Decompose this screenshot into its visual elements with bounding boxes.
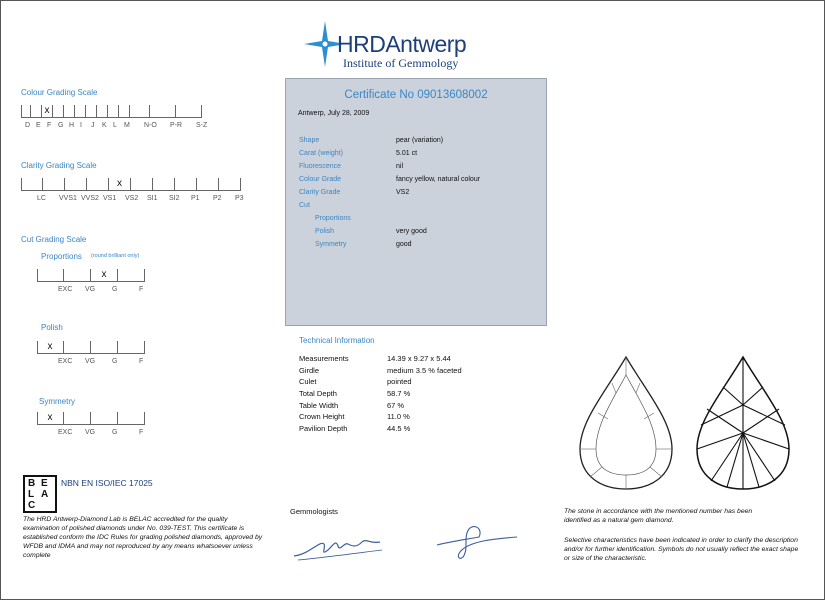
certificate-date: Antwerp, July 28, 2009 (298, 110, 370, 117)
scale-label: VG (85, 358, 96, 365)
field-label: Carat (weight) (299, 150, 343, 157)
scale-label: LC (37, 195, 46, 202)
scale-label: H (69, 122, 75, 129)
field-label: Shape (299, 137, 320, 144)
scale-cell (31, 105, 42, 118)
colour-scale-title: Colour Grading Scale (21, 88, 98, 97)
scale-mark: x (37, 341, 64, 354)
scale-label: EXC (58, 286, 73, 293)
field-value: nil (396, 163, 404, 170)
certificate-title: Certificate No 09013608002 (344, 89, 488, 101)
scale-cell (131, 178, 153, 191)
logo-subtitle: Institute of Gemmology (343, 56, 459, 70)
tech-value: 58.7 % (387, 389, 411, 399)
scale-cell (87, 178, 109, 191)
scale-label: L (113, 122, 117, 129)
field-label: Proportions (315, 215, 351, 222)
scale-cell (153, 178, 175, 191)
scale-label: P3 (235, 195, 244, 202)
field-value: VS2 (396, 189, 410, 196)
certificate-box (285, 78, 547, 326)
scale-cell (119, 105, 130, 118)
scale-label: VG (85, 429, 96, 436)
table-row (299, 353, 462, 365)
scale-label: VVS2 (81, 195, 99, 202)
field-value: very good (396, 228, 427, 235)
scale-label: VG (85, 286, 96, 293)
pear-pavilion-diagram (693, 353, 793, 493)
field-label: Colour Grade (299, 176, 342, 183)
scale-mark: x (109, 178, 131, 191)
belac-letter: A (41, 489, 49, 500)
scale-cell (118, 269, 145, 282)
scale-label: J (91, 122, 95, 129)
scale-cell (86, 105, 97, 118)
scale-cell (64, 269, 91, 282)
symmetry-title: Symmetry (39, 397, 75, 406)
field-value: 5.01 ct (396, 150, 418, 157)
scale-cell (219, 178, 241, 191)
scale-cell (97, 105, 108, 118)
tech-label: Crown Height (299, 412, 345, 422)
scale-label: P1 (191, 195, 200, 202)
scale-label: M (124, 122, 130, 129)
scale-cell (64, 341, 91, 354)
scale-cell (75, 105, 86, 118)
scale-label: K (102, 122, 107, 129)
scale-cell (91, 341, 118, 354)
tech-label: Culet (299, 377, 317, 387)
tech-value: 44.5 % (387, 423, 411, 433)
field-value: fancy yellow, natural colour (396, 176, 481, 183)
scale-label: D (25, 122, 31, 129)
gemmologists-title: Gemmologists (290, 507, 338, 516)
scale-mark: x (37, 412, 64, 425)
tech-value: 11.0 % (387, 412, 410, 422)
field-label: Symmetry (315, 241, 347, 248)
tech-label: Pavilion Depth (299, 423, 348, 433)
scale-label: EXC (58, 358, 73, 365)
scale-cell (150, 105, 176, 118)
scale-label: G (112, 286, 118, 293)
tech-label: Girdle (299, 365, 320, 375)
scale-cell (37, 269, 64, 282)
scale-label: VS2 (125, 195, 139, 202)
signature-2 (433, 519, 523, 564)
scale-label: VVS1 (59, 195, 77, 202)
technical-table (299, 353, 462, 434)
scale-label: P2 (213, 195, 222, 202)
logo-brand: HRDAntwerp (337, 31, 467, 57)
scale-label: F (139, 358, 144, 365)
scale-label: G (112, 429, 118, 436)
scale-label: F (47, 122, 52, 129)
clarity-scale-title: Clarity Grading Scale (21, 161, 97, 170)
scale-label: S-Z (196, 122, 208, 129)
scale-label: G (112, 358, 118, 365)
field-label: Clarity Grade (299, 189, 341, 196)
scale-label: N-O (144, 122, 157, 129)
table-row (299, 399, 462, 411)
table-row (299, 365, 462, 377)
scale-cell (197, 178, 219, 191)
technical-title: Technical Information (299, 336, 375, 345)
identified-note: The stone in accordance with the mentioned number has been identified as a natural gem diamond. (564, 508, 753, 524)
scale-cell (175, 178, 197, 191)
tech-value: medium 3.5 % faceted (387, 365, 462, 375)
scale-label: EXC (58, 429, 73, 436)
signature-1 (290, 526, 385, 566)
field-value: pear (variation) (396, 137, 444, 144)
cut-scale-title: Cut Grading Scale (21, 235, 87, 244)
scale-cell (118, 341, 145, 354)
scale-cell (176, 105, 202, 118)
belac-letter: C (28, 500, 36, 511)
scale-label: SI2 (169, 195, 180, 202)
scale-cell (64, 412, 91, 425)
scale-mark: x (42, 105, 53, 118)
scale-mark: x (91, 269, 118, 282)
scale-label: SI1 (147, 195, 158, 202)
field-label: Cut (299, 202, 310, 209)
scale-label: P-R (170, 122, 183, 129)
scale-label: I (80, 122, 82, 129)
tech-label: Measurements (299, 354, 349, 364)
scale-cell (118, 412, 145, 425)
belac-letter: L (28, 489, 35, 500)
field-label: Polish (315, 228, 335, 235)
scale-cell (21, 105, 31, 118)
tech-value: pointed (387, 377, 412, 387)
table-row (299, 423, 462, 435)
tech-value: 67 % (387, 400, 405, 410)
pear-crown-diagram (576, 353, 676, 493)
scale-cell (64, 105, 75, 118)
belac-logo (23, 475, 57, 513)
scale-label: VS1 (103, 195, 117, 202)
scale-cell (53, 105, 64, 118)
scale-cell (91, 412, 118, 425)
scale-label: E (36, 122, 41, 129)
scale-label: G (58, 122, 64, 129)
hrd-logo (301, 19, 501, 73)
scale-cell (65, 178, 87, 191)
table-row (299, 388, 462, 400)
selective-note: Selective characteristics have been indicated in order to clarify the description and/or for further identification. Symbols do not usually reflect the exact shape or size of the characteristic. (564, 537, 799, 562)
tech-value: 14.39 x 9.27 x 5.44 (387, 354, 451, 364)
proportions-title: Proportions (41, 252, 82, 261)
field-label: Fluorescence (299, 163, 342, 170)
polish-title: Polish (41, 323, 63, 332)
belac-letter: E (41, 478, 48, 489)
table-row (299, 376, 462, 388)
scale-cell (108, 105, 119, 118)
scale-label: F (139, 429, 144, 436)
table-row (299, 411, 462, 423)
accreditation-text: The HRD Antwerp-Diamond Lab is BELAC accredited for the quality examination of polished diamonds under No. 039-TEST. This certificate is established conform the IDC Rules for grading polished diamonds, approved by WFDB and IDMA and may not reproduced by any means whatsoever unless complete (23, 516, 263, 559)
scale-cell (21, 178, 43, 191)
proportions-note: (round brilliant only) (91, 253, 140, 259)
tech-label: Total Depth (299, 389, 337, 399)
scale-label: F (139, 286, 144, 293)
belac-letter: B (28, 478, 36, 489)
scale-cell (43, 178, 65, 191)
field-value: good (396, 241, 412, 248)
accreditation-standard: NBN EN ISO/IEC 17025 (61, 478, 153, 488)
tech-label: Table Width (299, 400, 339, 410)
scale-cell (130, 105, 150, 118)
